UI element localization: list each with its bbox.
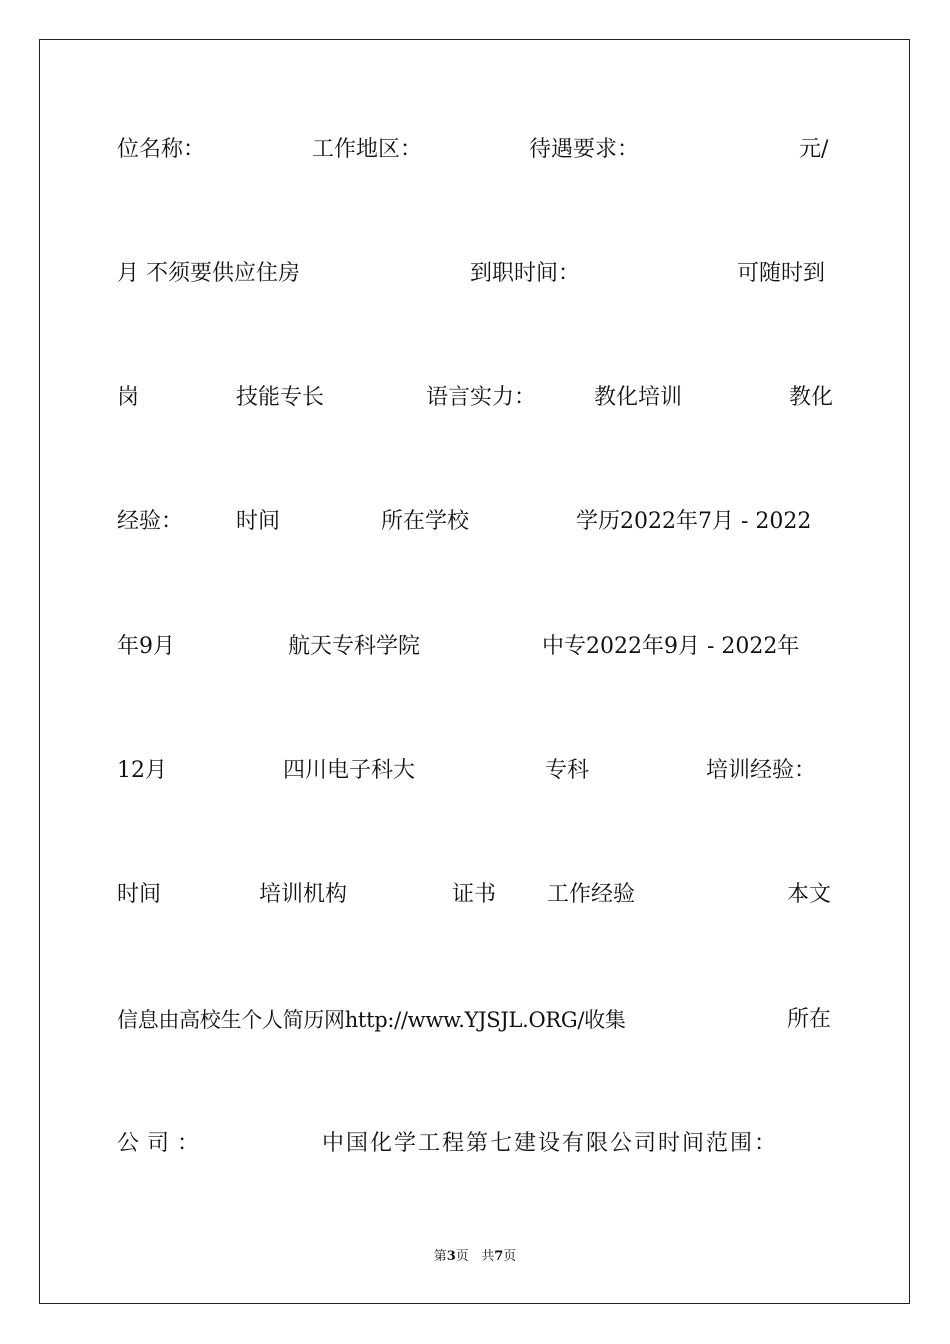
text-segment: 所在学校	[381, 509, 470, 534]
text-segment: 所在	[787, 1007, 832, 1032]
text-line-5	[117, 627, 835, 667]
text-segment: 四川电子科大	[283, 758, 416, 783]
text-line-7	[117, 875, 835, 915]
text-segment: 培训机构	[259, 882, 348, 907]
total-prefix: 共	[481, 1249, 495, 1264]
text-line-8	[117, 1000, 835, 1040]
text-segment: 教化	[789, 385, 834, 410]
text-line-3	[117, 378, 835, 418]
text-segment: 到职时间：	[470, 261, 581, 286]
text-segment: 时间	[117, 882, 162, 907]
text-segment: 待遇要求：	[529, 137, 640, 162]
text-segment: 元/	[799, 137, 829, 162]
text-segment: 中专2022年9月 - 2022年	[542, 634, 800, 659]
text-line-1	[117, 130, 835, 170]
text-segment: 技能专长	[236, 385, 325, 410]
text-line-6	[117, 751, 835, 791]
text-segment: 语言实力：	[426, 385, 537, 410]
text-line-9	[117, 1124, 835, 1164]
text-segment: 学历2022年7月 - 2022	[576, 509, 812, 534]
text-segment: 培训经验：	[706, 758, 817, 783]
text-segment: 工作地区：	[312, 137, 423, 162]
text-segment: 可随时到	[737, 261, 826, 286]
page-number: 3	[446, 1249, 456, 1264]
text-segment: 公司：	[117, 1131, 208, 1156]
text-segment: 经验：	[117, 509, 184, 534]
text-segment: 岗	[117, 385, 140, 410]
page-prefix: 第	[433, 1249, 447, 1264]
text-line-2	[117, 254, 835, 294]
page-suffix: 页	[455, 1249, 469, 1264]
text-segment: 中国化学工程第七建设有限公司时间范围：	[322, 1131, 779, 1156]
text-segment: 证书	[452, 882, 497, 907]
page-border	[39, 39, 910, 1304]
text-segment: 专科	[545, 758, 590, 783]
text-segment: 12月	[117, 758, 167, 783]
text-segment: 位名称：	[117, 137, 206, 162]
text-segment: 工作经验	[547, 882, 636, 907]
text-line-4	[117, 502, 835, 542]
total-suffix: 页	[503, 1249, 517, 1264]
text-segment: 信息由高校生个人简历网http://www.YJSJL.ORG/收集	[117, 1008, 626, 1032]
text-segment: 时间	[236, 509, 281, 534]
text-segment: 教化培训	[594, 385, 683, 410]
page-footer	[0, 1247, 950, 1267]
text-segment: 本文	[787, 882, 832, 907]
text-segment: 航天专科学院	[288, 634, 421, 659]
text-segment: 月 不须要供应住房	[117, 261, 300, 286]
total-pages: 7	[494, 1249, 504, 1264]
text-segment: 年9月	[117, 634, 175, 659]
